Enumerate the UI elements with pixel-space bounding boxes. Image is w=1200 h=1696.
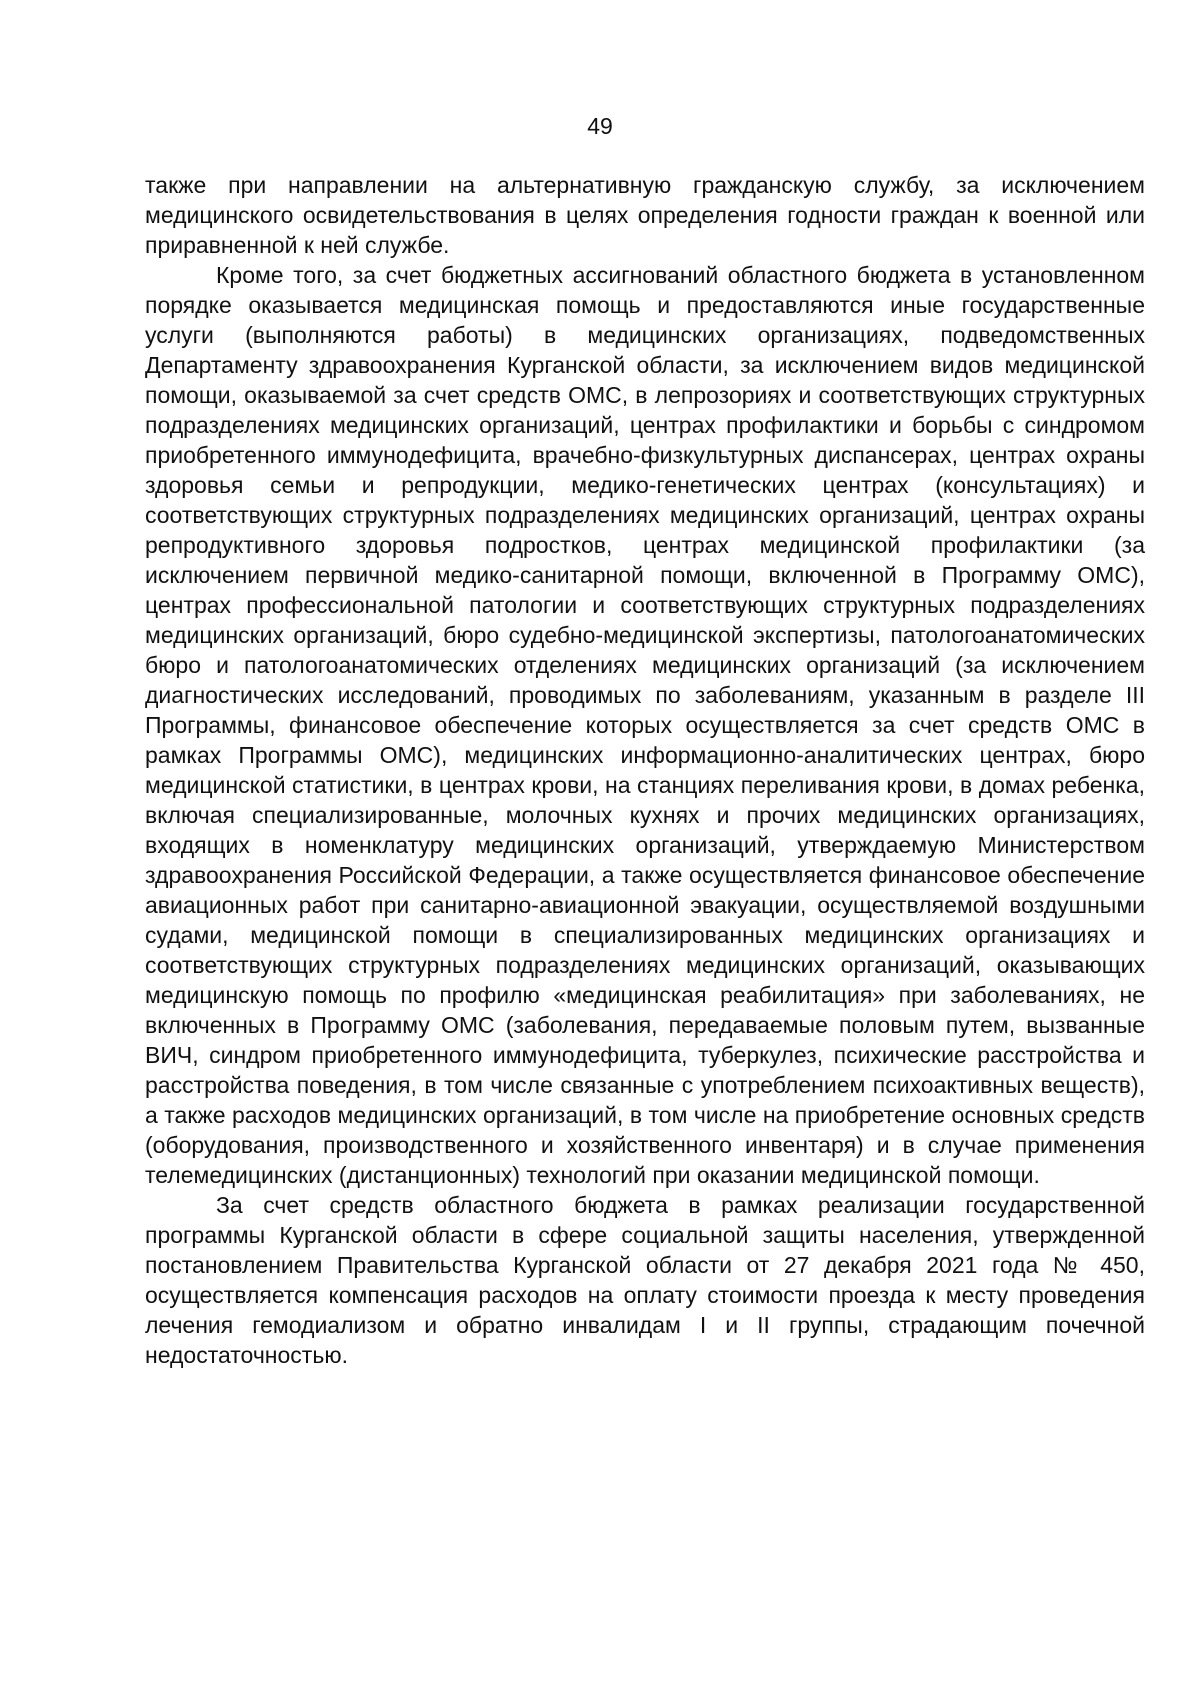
paragraph-continuation: также при направлении на альтернативную гражданскую службу, за исключением медицинского освидетельствования в целях определения годности граждан к военной или приравненной к ней службе. (145, 172, 1145, 258)
paragraph-budget-funding: Кроме того, за счет бюджетных ассигнований областного бюджета в установленном порядке оказывается медицинская помощь и предоставляются иные государственные услуги (выполняются работы) в медицинских организациях, подведомственных Департаменту здравоохранения Курганской области, за исключением видов медицинской помощи, оказываемой за счет средств ОМС, в лепрозориях и соответствующих структурных подразделениях медицинских организаций, центрах профилактики и борьбы с синдромом приобретенного иммунодефицита, врачебно-физкультурных диспансерах, центрах охраны здоровья семьи и репродукции, медико-генетических центрах (консультациях) и соответствующих структурных подразделениях медицинских организаций, центрах охраны репродуктивного здоровья подростков, центрах медицинской профилактики (за исключением первичной медико-санитарной помощи, включенной в Программу ОМС), центрах профессиональной патологии и соответствующих структурных подразделениях медицинских организаций, бюро судебно-медицинской экспертизы, патологоанатомических бюро и патологоанатомических отделениях медицинских организаций (за исключением диагностических исследований, проводимых по заболеваниям, указанным в разделе III Программы, финансовое обеспечение которых осуществляется за счет средств ОМС в рамках Программы ОМС), медицинских информационно-аналитических центрах, бюро медицинской статистики, в центрах крови, на станциях переливания крови, в домах ребенка, включая специализированные, молочных кухнях и прочих медицинских организациях, входящих в номенклатуру медицинских организаций, утверждаемую Министерством здравоохранения Российской Федерации, а также осуществляется финансовое обеспечение авиационных работ при санитарно-авиационной эвакуации, осуществляемой воздушными судами, медицинской помощи в специализированных медицинских организациях и соответствующих структурных подразделениях медицинских организаций, оказывающих медицинскую помощь по профилю «медицинская реабилитация» при заболеваниях, не включенных в Программу ОМС (заболевания, передаваемые половым путем, вызванные ВИЧ, синдром приобретенного иммунодефицита, туберкулез, психические расстройства и расстройства поведения, в том числе связанные с употреблением психоактивных веществ), а также расходов медицинских организаций, в том числе на приобретение основных средств (оборудования, производственного и хозяйственного инвентаря) и в случае применения телемедицинских (дистанционных) технологий при оказании медицинской помощи. (145, 262, 1145, 1188)
document-body (145, 170, 1145, 1370)
page-number: 49 (587, 113, 613, 139)
paragraph-travel-compensation: За счет средств областного бюджета в рамках реализации государственной программы Курганской области в сфере социальной защиты населения, утвержденной постановлением Правительства Курганской области от 27 декабря 2021 года № 450, осуществляется компенсация расходов на оплату стоимости проезда к месту проведения лечения гемодиализом и обратно инвалидам I и II группы, страдающим почечной недостаточностью. (145, 1192, 1145, 1368)
